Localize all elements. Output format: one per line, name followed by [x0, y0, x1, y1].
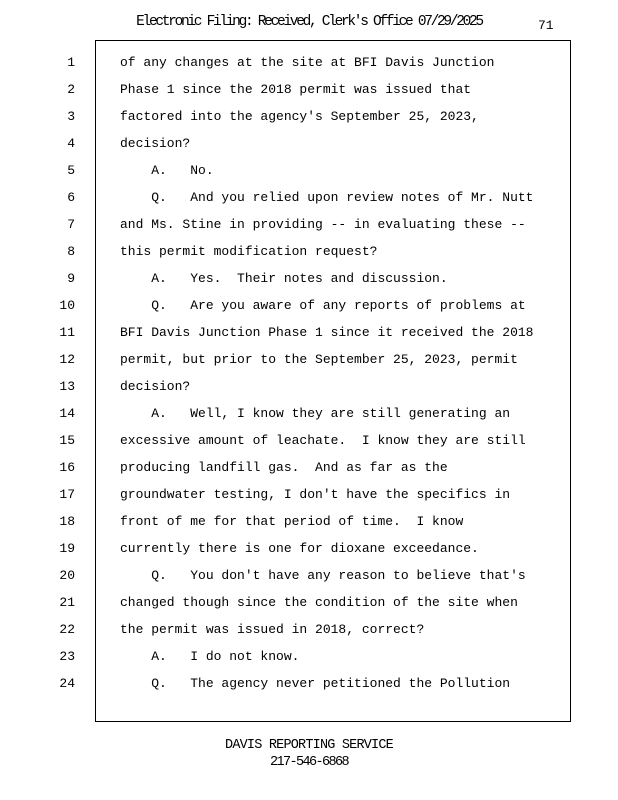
transcript-line	[0, 670, 618, 697]
line-text: BFI Davis Junction Phase 1 since it received the 2018	[120, 325, 534, 340]
transcript-line	[0, 508, 618, 535]
line-text: currently there is one for dioxane exceedance.	[120, 541, 479, 556]
line-text: and Ms. Stine in providing -- in evaluating these --	[120, 217, 526, 232]
line-number: 13	[59, 379, 75, 394]
line-text: Q. And you relied upon review notes of Mr. Nutt	[120, 190, 534, 205]
transcript-line	[0, 76, 618, 103]
line-text: front of me for that period of time. I know	[120, 514, 464, 529]
line-number: 5	[67, 163, 75, 178]
transcript-lines	[0, 49, 618, 697]
line-number: 7	[67, 217, 75, 232]
transcript-line	[0, 373, 618, 400]
transcript-line	[0, 643, 618, 670]
line-number: 14	[59, 406, 75, 421]
transcript-line	[0, 211, 618, 238]
transcript-line	[0, 400, 618, 427]
line-text: factored into the agency's September 25, 2023,	[120, 109, 479, 124]
transcript-line	[0, 454, 618, 481]
page-number: 71	[538, 18, 554, 33]
transcript-line	[0, 184, 618, 211]
reporting-service-name: DAVIS REPORTING SERVICE	[225, 738, 393, 753]
line-text: excessive amount of leachate. I know they are still	[120, 433, 526, 448]
transcript-line	[0, 103, 618, 130]
transcript-line	[0, 346, 618, 373]
line-number: 16	[59, 460, 75, 475]
line-text: decision?	[120, 379, 191, 394]
reporting-service-phone: 217-546-6868	[269, 755, 349, 770]
transcript-line	[0, 427, 618, 454]
line-text: Q. Are you aware of any reports of problems at	[120, 298, 526, 313]
transcript-line	[0, 319, 618, 346]
line-number: 8	[67, 244, 75, 259]
line-text: permit, but prior to the September 25, 2023, permit	[120, 352, 518, 367]
transcript-line	[0, 535, 618, 562]
transcript-line	[0, 238, 618, 265]
line-number: 1	[67, 55, 75, 70]
line-text: changed though since the condition of the site when	[120, 595, 518, 610]
transcript-line	[0, 49, 618, 76]
line-text: Phase 1 since the 2018 permit was issued that	[120, 82, 472, 97]
line-number: 12	[59, 352, 75, 367]
line-text: A. I do not know.	[120, 649, 300, 664]
line-number: 10	[59, 298, 75, 313]
line-number: 2	[67, 82, 75, 97]
line-text: of any changes at the site at BFI Davis Junction	[120, 55, 495, 70]
line-number: 17	[59, 487, 75, 502]
line-text: A. Well, I know they are still generating an	[120, 406, 511, 421]
transcript-line	[0, 589, 618, 616]
transcript-line	[0, 616, 618, 643]
line-number: 20	[59, 568, 75, 583]
transcript-line	[0, 562, 618, 589]
line-number: 22	[59, 622, 75, 637]
line-text: A. No.	[120, 163, 214, 178]
line-text: groundwater testing, I don't have the specifics in	[120, 487, 511, 502]
line-number: 21	[59, 595, 75, 610]
line-text: Q. The agency never petitioned the Pollution	[120, 676, 511, 691]
line-number: 11	[59, 325, 75, 340]
line-number: 9	[67, 271, 75, 286]
line-number: 19	[59, 541, 75, 556]
line-number: 4	[67, 136, 75, 151]
transcript-line	[0, 481, 618, 508]
line-text: producing landfill gas. And as far as the	[120, 460, 448, 475]
line-text: this permit modification request?	[120, 244, 378, 259]
line-number: 6	[67, 190, 75, 205]
line-number: 24	[59, 676, 75, 691]
line-number: 18	[59, 514, 75, 529]
transcript-line	[0, 292, 618, 319]
transcript-line	[0, 265, 618, 292]
transcript-line	[0, 157, 618, 184]
line-text: decision?	[120, 136, 191, 151]
line-text: Q. You don't have any reason to believe that's	[120, 568, 526, 583]
transcript-line	[0, 130, 618, 157]
line-number: 23	[59, 649, 75, 664]
line-number: 3	[67, 109, 75, 124]
filing-header: Electronic Filing: Received, Clerk's Office 07/29/2025	[136, 14, 482, 30]
line-text: A. Yes. Their notes and discussion.	[120, 271, 448, 286]
line-number: 15	[59, 433, 75, 448]
line-text: the permit was issued in 2018, correct?	[120, 622, 425, 637]
